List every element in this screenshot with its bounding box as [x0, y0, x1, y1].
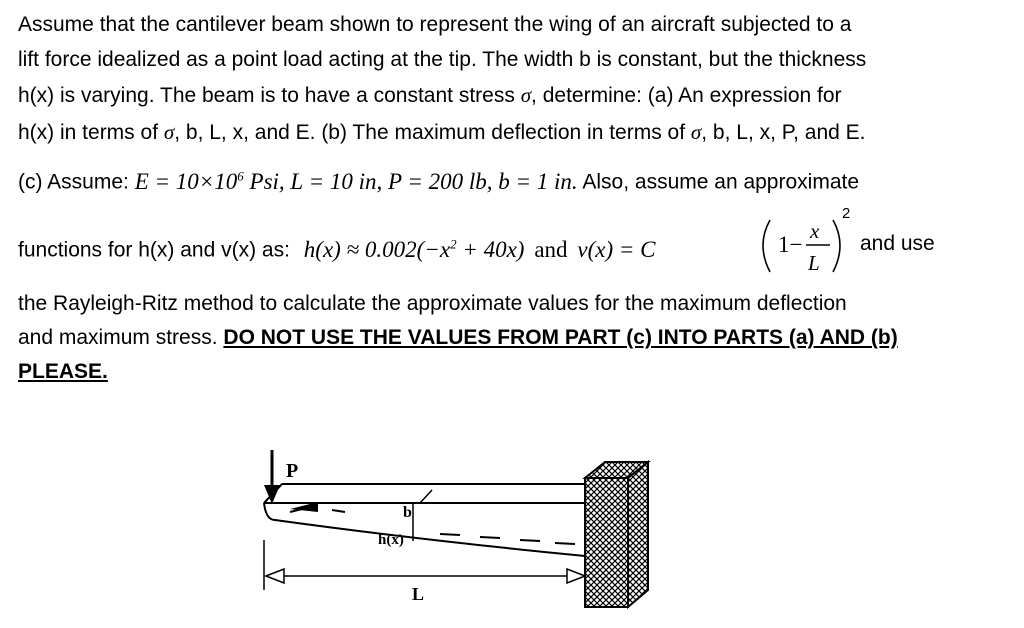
line-3-text: h(x) is varying. The beam is to have a constant stress — [18, 84, 515, 107]
fraction-numerator: x — [810, 219, 820, 243]
wall-side-face — [628, 462, 648, 607]
line-4-a: h(x) in terms of — [18, 121, 159, 144]
dim-left-arrow — [266, 569, 284, 583]
sigma-symbol: σ — [520, 83, 532, 107]
label-L: L — [412, 584, 425, 604]
line-5-suffix: Also, assume an approximate — [582, 170, 860, 194]
point-load — [264, 450, 280, 504]
dim-right-arrow — [567, 569, 585, 583]
assumption-values: Psi, L = 10 in, P = 200 lb, b = 1 in. — [249, 168, 578, 194]
beam — [264, 484, 585, 556]
h-exponent: 2 — [450, 236, 457, 251]
width-indicator — [420, 490, 432, 503]
and-word: and — [534, 236, 568, 262]
v-expression: v(x) = C — [577, 236, 656, 262]
length-dimension — [264, 540, 585, 590]
neutral-axis-dashes — [290, 505, 575, 544]
sigma-symbol: σ — [163, 120, 175, 144]
one-minus: 1− — [778, 232, 803, 257]
problem-line-1: Assume that the cantilever beam shown to represent the wing of an aircraft subjected to a — [18, 13, 852, 36]
fraction-denominator: L — [808, 251, 820, 275]
line-8-a: and maximum stress. — [18, 326, 218, 349]
h-tail: + 40x) — [456, 236, 525, 262]
line-6-prefix: functions for h(x) and v(x) as: — [18, 238, 290, 262]
line-6-suffix: and use — [860, 232, 935, 255]
assumption-exponent: 6 — [237, 168, 244, 183]
warning-text: DO NOT USE THE VALUES FROM PART (c) INTO PARTS (a) AND (b) — [223, 326, 898, 349]
v-exponent: 2 — [842, 205, 851, 222]
label-P: P — [286, 460, 299, 482]
line-5-prefix: (c) Assume: — [18, 170, 129, 194]
label-hx: h(x) — [378, 532, 404, 548]
label-b: b — [403, 504, 412, 521]
sigma-symbol: σ — [690, 120, 702, 144]
line-4-c: , b, L, x, P, and E. — [701, 121, 866, 144]
line-4-b: , b, L, x, and E. (b) The maximum deflection in terms of — [174, 121, 686, 144]
h-expression: h(x) ≈ 0.002(−x — [303, 236, 451, 262]
assumption-E: E = 10×10 — [134, 168, 238, 194]
line-3-tail: , determine: (a) An expression for — [531, 84, 842, 107]
problem-line-7: the Rayleigh-Ritz method to calculate the approximate values for the maximum deflection — [18, 292, 847, 315]
problem-line-2: lift force idealized as a point load acting at the tip. The width b is constant, but the thickness — [18, 48, 867, 71]
wall-front-face — [585, 478, 628, 607]
problem-line-9: PLEASE. — [18, 360, 108, 383]
fixed-wall — [585, 462, 648, 607]
